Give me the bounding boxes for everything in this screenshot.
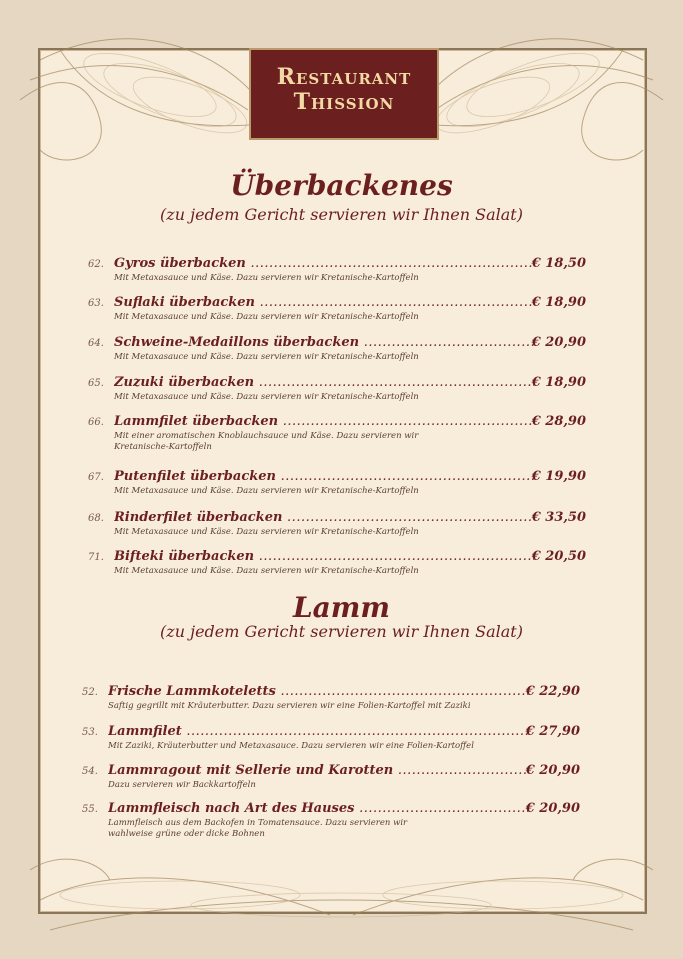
item-price: € 19,90 [531,469,586,484]
menu-item [88,548,586,577]
restaurant-name-line1: Restaurant [276,64,412,90]
item-description: Mit einer aromatischen Knoblauchsauce und Käse. Dazu servieren wir Kretanische-Kartoffeln [114,431,419,452]
section-subtitle-lamm: (zu jedem Gericht servieren wir Ihnen Salat) [160,622,523,641]
item-name: Zuzuki überbacken ..... [114,374,534,392]
item-name: Lammfilet überbacken ..... [114,413,534,431]
menu-item [88,255,586,284]
item-name: Rinderfilet überbacken ..... [114,509,534,527]
item-number: 71. [88,552,104,563]
menu-item [88,294,586,323]
item-number: 68. [88,513,104,524]
item-price: € 18,90 [531,295,586,310]
item-price: € 20,90 [525,801,580,816]
item-name: Lammfilet ..... [108,723,528,741]
menu-item [88,413,586,453]
item-number: 54. [82,766,98,777]
item-number: 52. [82,687,98,698]
item-name: Frische Lammkoteletts ..... [108,683,528,701]
item-name: Lammfleisch nach Art des Hauses ..... [108,800,528,818]
item-number: 55. [82,804,98,815]
item-description: Mit Metaxasauce und Käse. Dazu servieren wir Kretanische-Kartoffeln [114,312,419,322]
item-description: Dazu servieren wir Backkartoffeln [108,780,256,790]
item-number: 64. [88,338,104,349]
item-price: € 18,50 [531,256,586,271]
section-subtitle-ueberbackenes: (zu jedem Gericht servieren wir Ihnen Salat) [160,205,523,224]
menu-item [82,723,580,752]
item-number: 66. [88,417,104,428]
item-description: Mit Zaziki, Kräuterbutter und Metaxasauce. Dazu servieren wir eine Folien-Kartoffel [108,741,474,751]
restaurant-logo-banner [249,48,439,140]
item-price: € 20,90 [531,335,586,350]
item-name: Lammragout mit Sellerie und Karotten ..... [108,762,528,780]
menu-item [82,800,580,840]
item-price: € 20,50 [531,549,586,564]
item-description: Lammfleisch aus dem Backofen in Tomatensauce. Dazu servieren wir wahlweise grüne oder dicke Bohnen [108,818,408,839]
item-name: Gyros überbacken ..... [114,255,534,273]
item-description: Mit Metaxasauce und Käse. Dazu servieren wir Kretanische-Kartoffeln [114,273,419,283]
item-number: 63. [88,298,104,309]
item-price: € 33,50 [531,510,586,525]
item-name: Schweine-Medaillons überbacken ..... [114,334,534,352]
item-description: Mit Metaxasauce und Käse. Dazu servieren wir Kretanische-Kartoffeln [114,566,419,576]
item-description: Mit Metaxasauce und Käse. Dazu servieren wir Kretanische-Kartoffeln [114,392,419,402]
restaurant-name-line2: Thission [293,89,395,115]
menu-item [82,683,580,712]
item-number: 62. [88,259,104,270]
menu-item [88,374,586,403]
item-description: Mit Metaxasauce und Käse. Dazu servieren wir Kretanische-Kartoffeln [114,352,419,362]
item-name: Suflaki überbacken ..... [114,294,534,312]
menu-item [88,334,586,363]
item-number: 53. [82,727,98,738]
item-price: € 28,90 [531,414,586,429]
menu-item [88,509,586,538]
item-price: € 18,90 [531,375,586,390]
item-description: Mit Metaxasauce und Käse. Dazu servieren wir Kretanische-Kartoffeln [114,486,419,496]
menu-item [82,762,580,791]
item-description: Saftig gegrillt mit Kräuterbutter. Dazu servieren wir eine Folien-Kartoffel mit Zaziki [108,701,471,711]
section-title-lamm: Lamm [292,591,391,624]
item-price: € 22,90 [525,684,580,699]
item-name: Putenfilet überbacken ..... [114,468,534,486]
item-name: Bifteki überbacken ..... [114,548,534,566]
section-title-ueberbackenes: Überbackenes [230,169,453,202]
item-number: 65. [88,378,104,389]
item-price: € 27,90 [525,724,580,739]
item-price: € 20,90 [525,763,580,778]
menu-item [88,468,586,497]
item-number: 67. [88,472,104,483]
item-description: Mit Metaxasauce und Käse. Dazu servieren wir Kretanische-Kartoffeln [114,527,419,537]
